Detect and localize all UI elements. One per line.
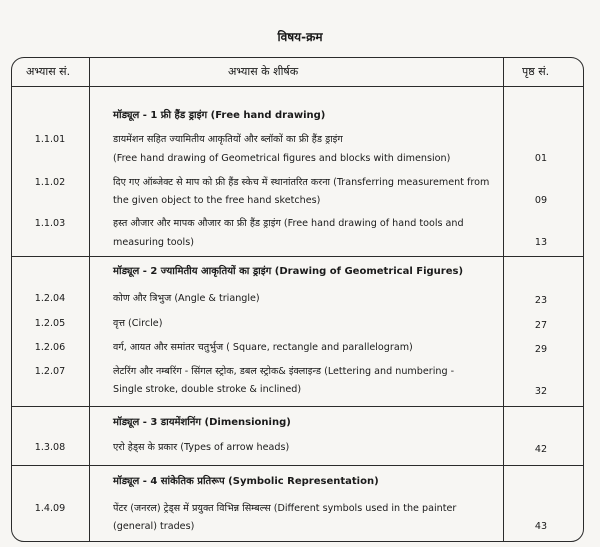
- exercise-title: डायमेंशन सहित ज्यामितीय आकृतियों और ब्लॉकों का फ्री हैंड ड्राइंग: [113, 134, 343, 145]
- exercise-title: वर्ग, आयत और समांतर चतुर्भुज ( Square, rectangle and parallelogram): [113, 342, 413, 353]
- module-title: मॉड्यूल - 4 सांकेतिक प्रतिरूप (Symbolic Representation): [113, 476, 379, 487]
- module-divider: [11, 256, 584, 257]
- contents-table: [11, 57, 584, 542]
- page-number: 23: [534, 295, 548, 306]
- exercise-number: 1.1.02: [34, 177, 66, 188]
- module-divider: [11, 465, 584, 466]
- page-title: विषय-क्रम: [277, 30, 323, 44]
- exercise-title: Single stroke, double stroke & inclined): [113, 384, 302, 395]
- exercise-title: the given object to the free hand sketches): [113, 195, 321, 206]
- exercise-title: एरो हेड्स के प्रकार (Types of arrow heads): [113, 442, 290, 453]
- exercise-title: पेंटर (जनरल) ट्रेड्स में प्रयुक्त विभिन्न सिम्बल्स (Different symbols used in the painter: [113, 503, 457, 514]
- exercise-number: 1.2.06: [34, 342, 66, 353]
- module-divider: [11, 406, 584, 407]
- exercise-title: दिए गए ऑब्जेक्ट से माप को फ्री हैंड स्केच में स्थानांतरित करना (Transferring measurement from: [113, 177, 490, 188]
- page-number: 01: [534, 153, 548, 164]
- page-number: 13: [534, 237, 548, 248]
- column-divider-1: [89, 57, 90, 542]
- exercise-title: (general) trades): [113, 521, 195, 532]
- page-number: 32: [534, 386, 548, 397]
- module-title: मॉड्यूल - 1 फ्री हैंड ड्राइंग (Free hand drawing): [113, 110, 326, 121]
- page-number: 43: [534, 521, 548, 532]
- header-exercise-no: अभ्यास सं.: [26, 65, 71, 78]
- module-title: मॉड्यूल - 3 डायमेंशनिंग (Dimensioning): [113, 417, 291, 428]
- page-number: 29: [534, 344, 548, 355]
- module-title: मॉड्यूल - 2 ज्यामितीय आकृतियों का ड्राइंग (Drawing of Geometrical Figures): [113, 266, 464, 277]
- column-divider-2: [503, 57, 504, 542]
- exercise-number: 1.2.05: [34, 318, 66, 329]
- exercise-number: 1.4.09: [34, 503, 66, 514]
- header-divider: [11, 86, 584, 87]
- exercise-title: वृत्त (Circle): [113, 318, 163, 329]
- exercise-number: 1.1.01: [34, 134, 66, 145]
- exercise-title: लेटरिंग और नम्बरिंग - सिंगल स्ट्रोक, डबल स्ट्रोक& इंक्लाइन्ड (Lettering and numbering -: [113, 366, 455, 377]
- exercise-title: measuring tools): [113, 237, 194, 248]
- exercise-title: (Free hand drawing of Geometrical figures and blocks with dimension): [113, 153, 451, 164]
- exercise-number: 1.2.07: [34, 366, 66, 377]
- page-number: 27: [534, 320, 548, 331]
- exercise-title: हस्त औजार और मापक औजार का फ्री हैंड ड्राइंग (Free hand drawing of hand tools and: [113, 218, 464, 229]
- exercise-number: 1.3.08: [34, 442, 66, 453]
- header-page-no: पृष्ठ सं.: [522, 65, 550, 78]
- exercise-title: कोण और त्रिभुज (Angle & triangle): [113, 293, 260, 304]
- page-number: 42: [534, 444, 548, 455]
- exercise-number: 1.1.03: [34, 218, 66, 229]
- page-number: 09: [534, 195, 548, 206]
- header-exercise-title: अभ्यास के शीर्षक: [228, 65, 299, 78]
- exercise-number: 1.2.04: [34, 293, 66, 304]
